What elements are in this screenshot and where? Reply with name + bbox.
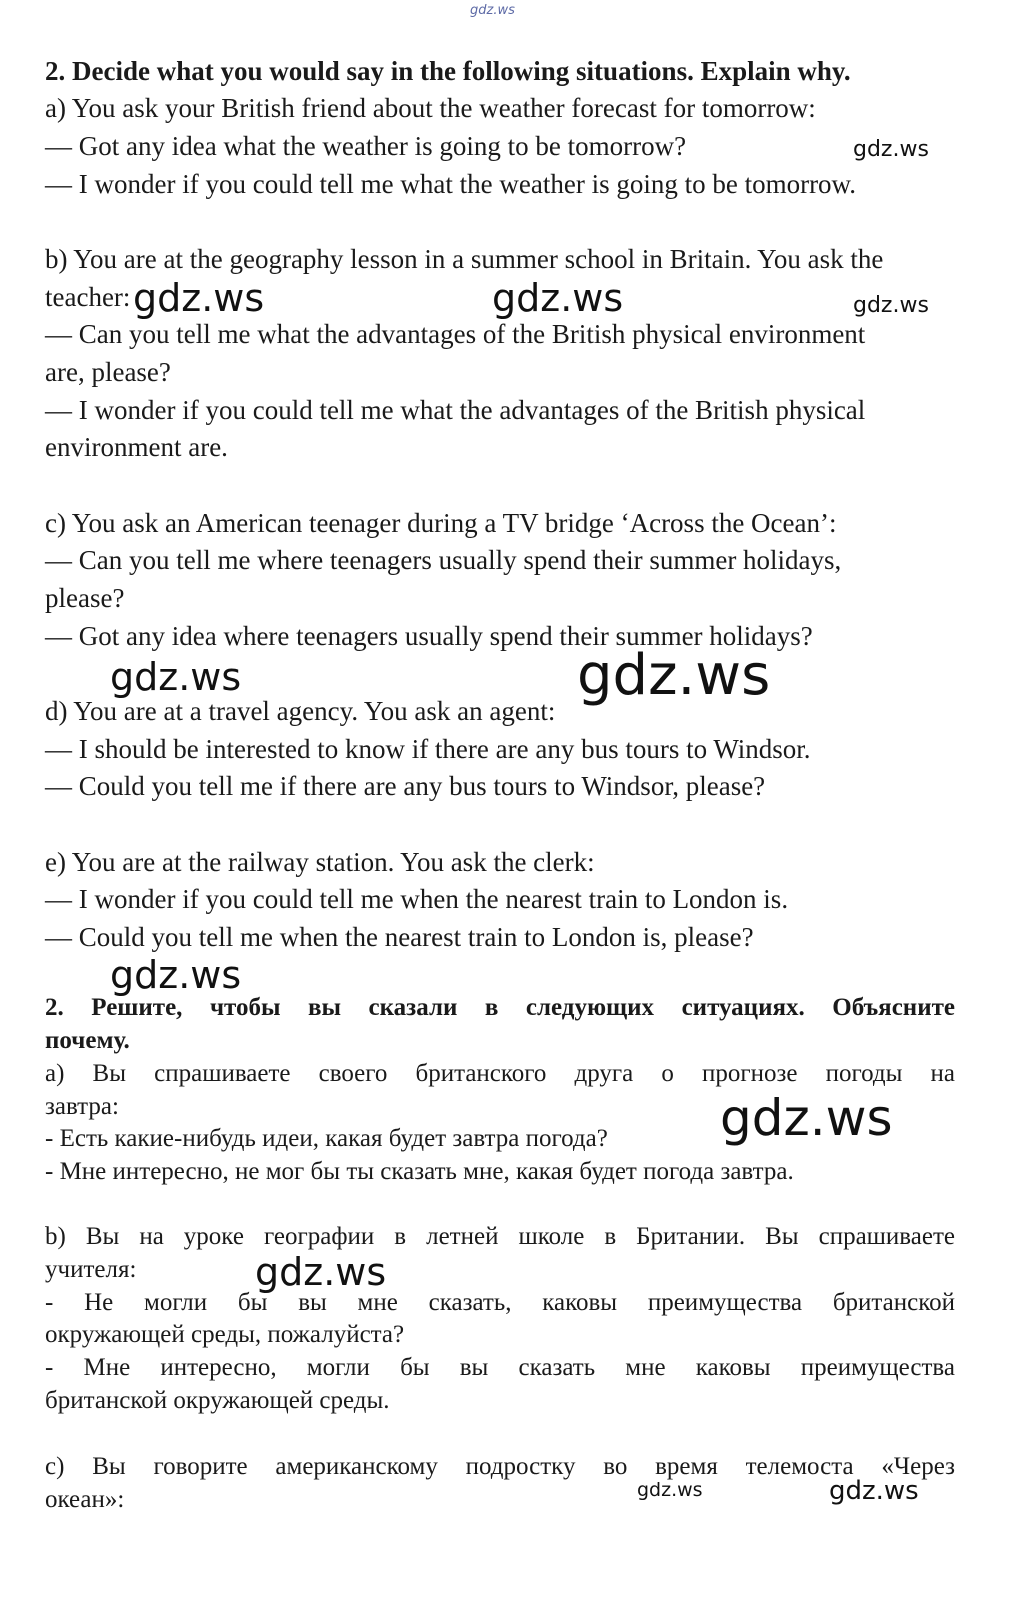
- watermark-2: gdz.ws: [133, 276, 265, 320]
- situation-e-prompt: e) You are at the railway station. You ask the clerk:: [45, 847, 595, 877]
- watermark-7: gdz.ws: [110, 953, 242, 997]
- ru-situation-b-option-1-line-2: окружающей среды, пожалуйста?: [45, 1321, 405, 1348]
- situation-b-option-1-line-1: — Can you tell me what the advantages of the British physical environment: [45, 319, 866, 349]
- situation-d-option-1: — I should be interested to know if there are any bus tours to Windsor.: [45, 734, 811, 764]
- ru-situation-b-option-2-line-1: - Мне интересно, могли бы вы сказать мне каковы преимущества: [45, 1354, 955, 1381]
- situation-b-option-1-line-2: are, please?: [45, 357, 171, 387]
- ru-situation-c-prompt-line-2: океан»:: [45, 1486, 125, 1513]
- watermark-3: gdz.ws: [492, 276, 624, 320]
- exercise-heading-en: 2. Decide what you would say in the following situations. Explain why.: [45, 56, 851, 86]
- situation-c-option-1-line-2: please?: [45, 583, 125, 613]
- situation-b-prompt-line-1: b) You are at the geography lesson in a summer school in Britain. You ask the: [45, 244, 884, 274]
- situation-b-option-2-line-1: — I wonder if you could tell me what the advantages of the British physical: [45, 395, 866, 425]
- situation-c-prompt: c) You ask an American teenager during a TV bridge ‘Across the Ocean’:: [45, 508, 837, 538]
- ru-situation-b-option-2-line-2: британской окружающей среды.: [45, 1387, 390, 1414]
- ru-situation-b-prompt-line-2: учителя:: [45, 1256, 137, 1283]
- situation-b-option-2-line-2: environment are.: [45, 432, 228, 462]
- ru-situation-a-prompt-line-2: завтра:: [45, 1093, 119, 1120]
- situation-d-prompt: d) You are at a travel agency. You ask an agent:: [45, 696, 556, 726]
- watermark-1: gdz.ws: [853, 137, 929, 162]
- situation-e-option-2: — Could you tell me when the nearest train to London is, please?: [45, 922, 754, 952]
- ru-situation-a-prompt-line-1: a) Вы спрашиваете своего британского друга о прогнозе погоды на: [45, 1060, 955, 1087]
- ru-situation-c-prompt-line-1: c) Вы говорите американскому подростку во время телемоста «Через: [45, 1453, 955, 1480]
- situation-c-option-1-line-1: — Can you tell me where teenagers usually spend their summer holidays,: [45, 545, 842, 575]
- exercise-heading-ru-line-2: почему.: [45, 1027, 130, 1054]
- situation-c-option-2: — Got any idea where teenagers usually spend their summer holidays?: [45, 621, 813, 651]
- watermark-4: gdz.ws: [853, 293, 929, 318]
- situation-a-prompt: a) You ask your British friend about the weather forecast for tomorrow:: [45, 93, 816, 123]
- ru-situation-a-option-2: - Мне интересно, не мог бы ты сказать мне, какая будет погода завтра.: [45, 1158, 794, 1185]
- ru-situation-b-prompt-line-1: b) Вы на уроке географии в летней школе в Британии. Вы спрашиваете: [45, 1223, 955, 1250]
- watermark-9: gdz.ws: [255, 1250, 387, 1294]
- situation-d-option-2: — Could you tell me if there are any bus tours to Windsor, please?: [45, 771, 766, 801]
- watermark-top: gdz.ws: [470, 3, 515, 18]
- exercise-heading-ru-line-1: 2. Решите, чтобы вы сказали в следующих ситуациях. Объясните: [45, 994, 955, 1021]
- ru-situation-b-option-1-line-1: - Не могли бы вы мне сказать, каковы преимущества британской: [45, 1289, 955, 1316]
- watermark-11: gdz.ws: [829, 1476, 919, 1506]
- watermark-6: gdz.ws: [577, 643, 771, 708]
- ru-situation-a-option-1: - Есть какие-нибудь идеи, какая будет завтра погода?: [45, 1125, 608, 1152]
- situation-a-option-2: — I wonder if you could tell me what the weather is going to be tomorrow.: [45, 169, 857, 199]
- watermark-10: gdz.ws: [637, 1479, 703, 1501]
- watermark-5: gdz.ws: [110, 655, 242, 699]
- watermark-8: gdz.ws: [720, 1089, 893, 1147]
- situation-e-option-1: — I wonder if you could tell me when the nearest train to London is.: [45, 884, 789, 914]
- situation-b-prompt-line-2: teacher:: [45, 282, 131, 312]
- situation-a-option-1: — Got any idea what the weather is going to be tomorrow?: [45, 131, 687, 161]
